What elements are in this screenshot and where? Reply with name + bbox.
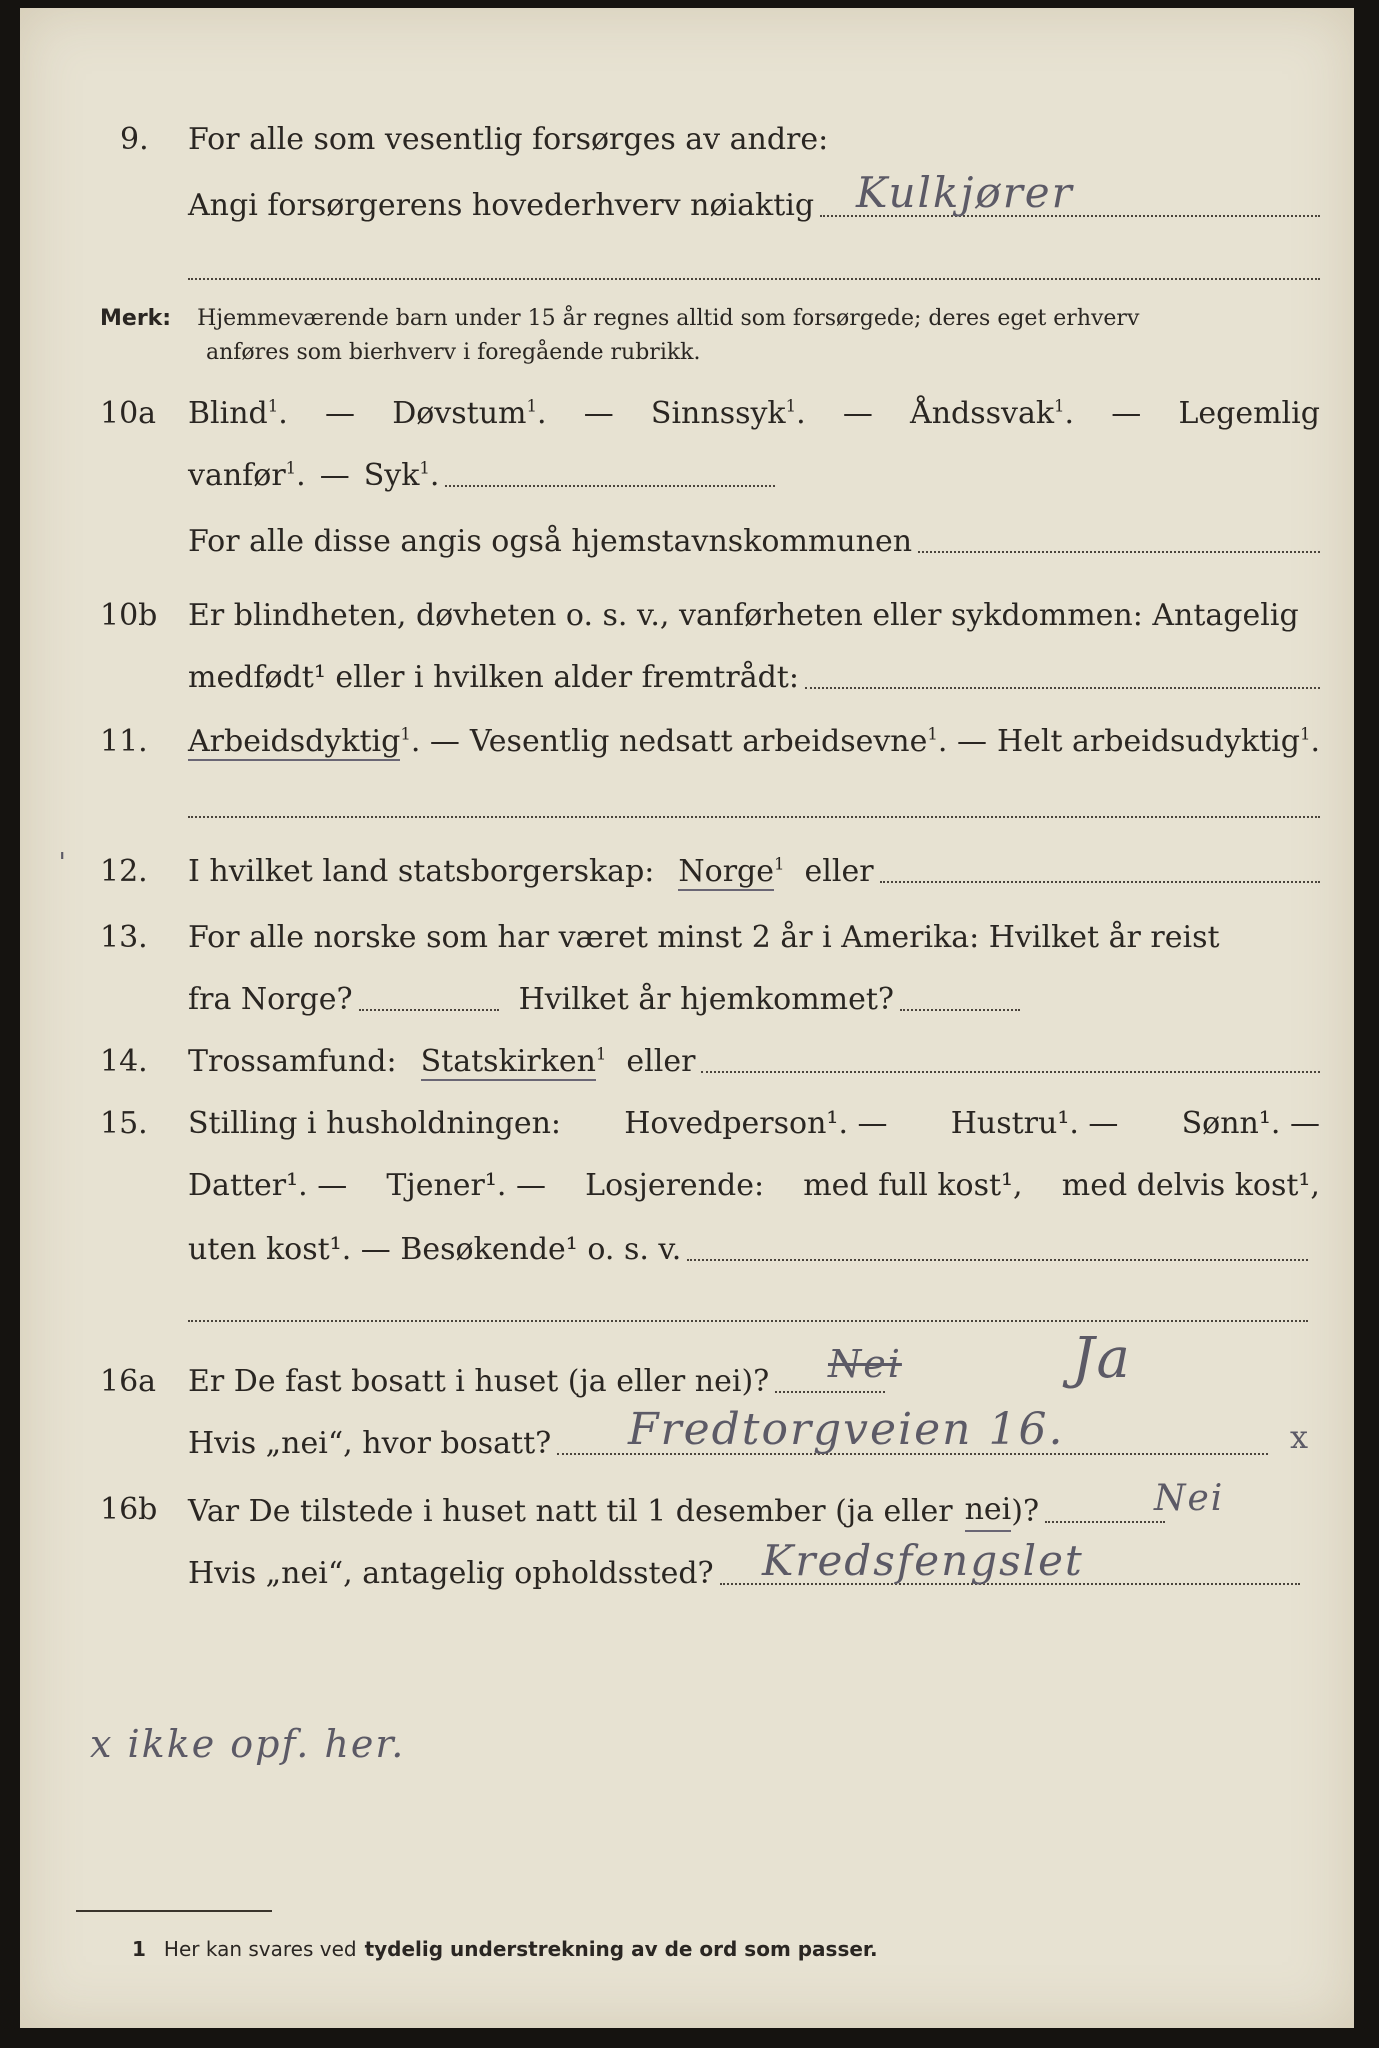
q9-number: 9. — [120, 122, 149, 157]
q12-line1 — [188, 852, 1320, 892]
q10a-dash-2: — — [583, 396, 614, 431]
q15-extra-line — [188, 1320, 1308, 1322]
q10a-syk-field[interactable] — [445, 485, 775, 487]
q15-l1-part4: Sønn¹. — — [1181, 1106, 1320, 1141]
q13-number: 13. — [100, 920, 148, 955]
q10a-hjemstavn-prompt: For alle disse angis også hjemstavnskommunen — [188, 524, 913, 559]
q9-line2 — [188, 186, 1320, 226]
q10a-line3 — [188, 522, 1320, 562]
merk-line2 — [206, 338, 701, 368]
q14-eller: eller — [626, 1044, 696, 1079]
q16a-line1 — [188, 1362, 885, 1402]
q16a-handwritten-address: Fredtorgveien 16. — [628, 1404, 1065, 1455]
q11-extra-line — [188, 816, 1320, 818]
q9-extra-line — [188, 278, 1320, 280]
footnote-text-b: tydelig understrekning av de ord som passer. — [364, 1937, 878, 1961]
q10b-prompt: medfødt¹ eller i hvilken alder fremtrådt: — [188, 660, 799, 695]
q10a-option-blind: Blind$^1$. — [188, 396, 288, 431]
q15-l3-text: uten kost¹. — Besøkende¹ o. s. v. — [188, 1232, 682, 1267]
q16b-text-a: Var De tilstede i huset natt til 1 desember (ja eller — [188, 1494, 953, 1529]
q11-number: 11. — [100, 724, 148, 759]
q16a-bosatt-prompt: Hvis „nei“, hvor bosatt? — [188, 1426, 552, 1461]
q10b-line2 — [188, 658, 1320, 698]
q10b-answer-field[interactable] — [805, 687, 1320, 689]
q15-l2-part5: med delvis kost¹, — [1061, 1168, 1320, 1203]
q16a-question-text: Er De fast bosatt i huset (ja eller nei)? — [188, 1364, 770, 1399]
q10a-line2 — [188, 456, 775, 496]
q12-option-norge: Norge$^1$ — [678, 854, 785, 889]
q15-l1-part2: Hovedperson¹. — — [624, 1106, 888, 1141]
merk-text-2: anføres som bierhverv i foregående rubrikk. — [206, 340, 701, 365]
q13-reist-field[interactable] — [359, 1009, 499, 1011]
q15-line2 — [188, 1166, 1320, 1206]
q10b-line1 — [188, 596, 1299, 636]
q15-l2-part1: Datter¹. — — [188, 1168, 348, 1203]
q15-l1-part3: Hustru¹. — — [950, 1106, 1119, 1141]
q10a-line1 — [188, 394, 1320, 434]
q16a-number: 16a — [100, 1364, 157, 1399]
q16a-struck-answer: Nei — [828, 1342, 902, 1386]
q16b-text-c: )? — [1011, 1494, 1040, 1529]
merk-text-1: Hjemmeværende barn under 15 år regnes alltid som forsørgede; deres eget erhverv — [197, 306, 1140, 331]
q10a-hjemstavn-field[interactable] — [918, 551, 1320, 553]
q10a-option-vanfor: vanfør$^1$. — [188, 458, 306, 493]
footnote — [132, 1936, 878, 1962]
q12-eller: eller — [804, 854, 874, 889]
q11-line1 — [188, 722, 1320, 762]
q16a-handwritten-answer: Ja — [1072, 1326, 1132, 1391]
q14-question-text: Trossamfund: — [188, 1044, 397, 1079]
q14-line1 — [188, 1042, 1320, 1082]
q10a-option-sinnssyk: Sinnssyk$^1$. — [650, 396, 806, 431]
q16a-answer-field[interactable] — [775, 1391, 885, 1393]
q10a-dash-3: — — [842, 396, 873, 431]
q10a-dash-4: — — [1111, 396, 1142, 431]
merk-label: Merk: — [100, 306, 172, 331]
q9-handwritten-answer: Kulkjører — [856, 168, 1074, 217]
q15-number: 15. — [100, 1106, 148, 1141]
q10b-question-text: Er blindheten, døvheten o. s. v., vanførheten eller sykdommen: Antagelig — [188, 598, 1299, 633]
q15-line1 — [188, 1104, 1320, 1144]
q16b-line2 — [188, 1554, 1300, 1594]
q12-answer-field[interactable] — [880, 881, 1320, 883]
footnote-text-a: Her kan svares ved — [163, 1937, 357, 1961]
q11-option-udyktig: Helt arbeidsudyktig$^1$. — [996, 724, 1320, 759]
q16b-opholdssted-prompt: Hvis „nei“, antagelig opholdssted? — [188, 1556, 714, 1591]
q16b-line1 — [188, 1490, 1165, 1532]
q16b-handwritten-place: Kredsfengslet — [762, 1536, 1084, 1585]
q13-hjemkommet-prompt: Hvilket år hjemkommet? — [518, 982, 895, 1017]
q12-number: 12. — [100, 854, 148, 889]
census-form-page — [20, 8, 1354, 2028]
merk-line1 — [100, 304, 1139, 334]
q9-question-text: For alle som vesentlig forsørges av andre: — [188, 122, 829, 157]
q11-option-arbeidsdyktig: Arbeidsdyktig$^1$. — — [188, 724, 460, 759]
q10a-dash-1: — — [325, 396, 355, 431]
q15-l1-part1: Stilling i husholdningen: — [188, 1106, 562, 1141]
q12-margin-tick: ˈ — [58, 848, 69, 883]
q13-hjemkommet-field[interactable] — [900, 1009, 1020, 1011]
q15-l2-part3: Losjerende: — [585, 1168, 765, 1203]
q10a-option-andssvak: Åndssvak$^1$. — [910, 396, 1075, 431]
margin-handwritten-note: x ikke opf. her. — [90, 1722, 406, 1766]
q13-question-text: For alle norske som har været minst 2 år i Amerika: Hvilket år reist — [188, 920, 1220, 955]
q13-line1 — [188, 918, 1220, 958]
footnote-separator — [76, 1910, 272, 1912]
q14-number: 14. — [100, 1044, 148, 1079]
q14-answer-field[interactable] — [701, 1071, 1320, 1073]
q9-line1 — [188, 120, 828, 160]
q10a-number: 10a — [100, 396, 157, 431]
q15-line3 — [188, 1230, 1308, 1270]
q14-option-statskirken: Statskirken$^1$ — [420, 1044, 607, 1079]
q15-answer-field[interactable] — [687, 1259, 1308, 1261]
q10a-option-legemlig: Legemlig — [1178, 396, 1320, 431]
q9-prompt: Angi forsørgerens hovederhverv nøiaktig — [188, 188, 815, 223]
footnote-mark: 1 — [132, 1937, 146, 1961]
q16b-nei-underlined: nei — [965, 1490, 1012, 1532]
q16b-handwritten-answer: Nei — [1154, 1478, 1225, 1519]
q13-line2 — [188, 980, 1020, 1020]
q10a-option-dovstum: Døvstum$^1$. — [392, 396, 547, 431]
q13-reist-prompt: fra Norge? — [188, 982, 353, 1017]
q15-l2-part4: med full kost¹, — [803, 1168, 1023, 1203]
q16a-cross-mark: x — [1290, 1418, 1311, 1456]
q15-l2-part2: Tjener¹. — — [386, 1168, 546, 1203]
q10b-number: 10b — [100, 598, 158, 633]
q16b-answer-field[interactable] — [1045, 1521, 1165, 1523]
q12-question-text: I hvilket land statsborgerskap: — [188, 854, 655, 889]
q11-option-nedsatt: Vesentlig nedsatt arbeidsevne$^1$. — — [469, 724, 987, 759]
q10a-option-syk: Syk$^1$. — [363, 458, 440, 493]
q10a-dash-5: — — [319, 458, 350, 493]
q16b-number: 16b — [100, 1492, 158, 1527]
